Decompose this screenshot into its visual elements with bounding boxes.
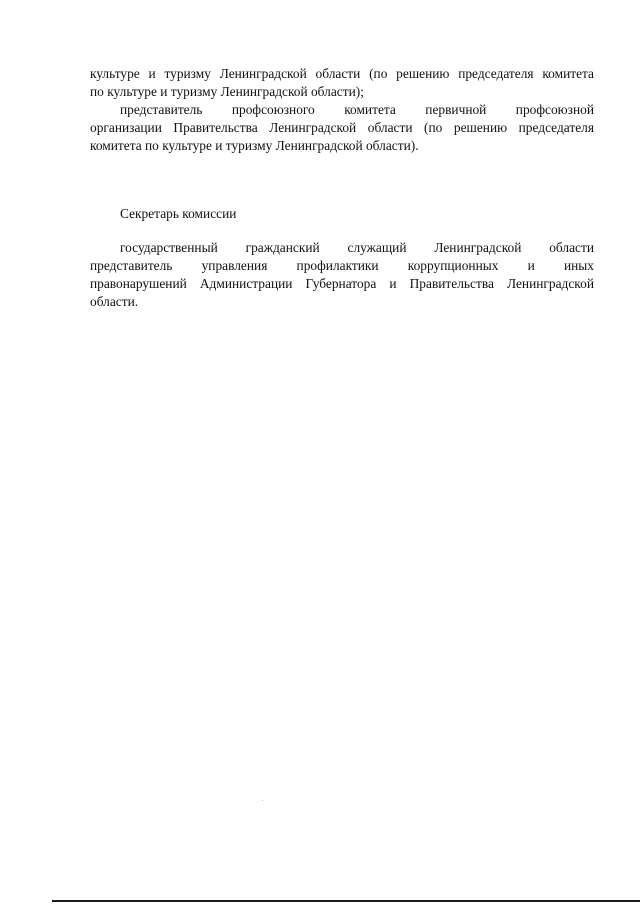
scan-speck bbox=[262, 800, 263, 801]
paragraph-1-line-2: по культуре и туризму Ленинградской области); bbox=[90, 84, 364, 99]
paragraph-3-line-3: правонарушений Администрации Губернатора и Правительства Ленинградской bbox=[90, 276, 594, 291]
secretary-heading: Секретарь комиссии bbox=[120, 206, 237, 221]
paragraph-2-line-2: организации Правительства Ленинградской области (по решению председателя bbox=[90, 120, 594, 135]
paragraph-3-line-1: государственный гражданский служащий Ленинградской области bbox=[120, 240, 594, 255]
paragraph-3-line-2: представитель управления профилактики коррупционных и иных bbox=[90, 258, 594, 273]
paragraph-2-line-3: комитета по культуре и туризму Ленинградской области). bbox=[90, 138, 419, 153]
paragraph-3-line-4: области. bbox=[90, 294, 139, 309]
paragraph-2-line-1: представитель профсоюзного комитета первичной профсоюзной bbox=[120, 102, 594, 117]
scan-bottom-edge bbox=[52, 900, 640, 902]
paragraph-1-line-1: культуре и туризму Ленинградской области (по решению председателя комитета bbox=[90, 66, 594, 81]
